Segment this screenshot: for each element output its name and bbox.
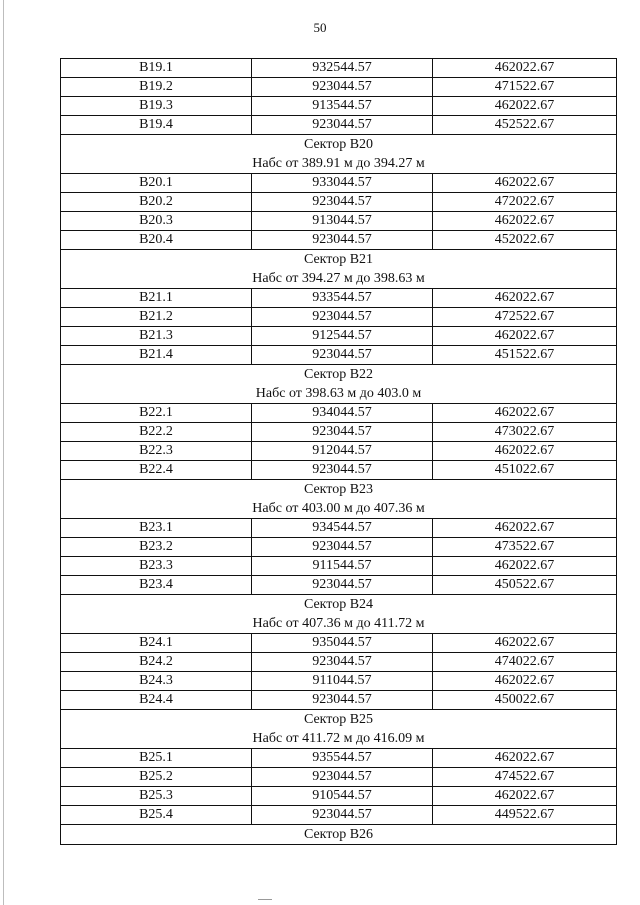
sector-title: Сектор B25 (303, 712, 374, 727)
point-id-cell: B25.3 (61, 787, 252, 806)
sector-header-row (61, 365, 617, 404)
coordinate-x-cell: 935544.57 (252, 749, 433, 768)
point-id-cell: B20.2 (61, 193, 252, 212)
coordinate-x-cell: 912044.57 (252, 442, 433, 461)
coordinate-x-cell: 933044.57 (252, 174, 433, 193)
table-row (61, 59, 617, 78)
table-row (61, 231, 617, 250)
table-row (61, 691, 617, 710)
coordinate-y-cell: 474522.67 (433, 768, 617, 787)
table-row (61, 576, 617, 595)
table-row (61, 174, 617, 193)
coordinate-y-cell: 449522.67 (433, 806, 617, 825)
sector-header-cell (61, 365, 617, 404)
coordinate-y-cell: 462022.67 (433, 519, 617, 538)
point-id-cell: B21.4 (61, 346, 252, 365)
sector-header-row (61, 480, 617, 519)
table-row (61, 116, 617, 135)
sector-height-range: Набс от 407.36 м до 411.72 м (252, 616, 425, 631)
coordinates-table (60, 58, 617, 845)
coordinate-x-cell: 923044.57 (252, 461, 433, 480)
point-id-cell: B21.1 (61, 289, 252, 308)
table-row (61, 672, 617, 691)
point-id-cell: B21.3 (61, 327, 252, 346)
coordinate-y-cell: 462022.67 (433, 442, 617, 461)
coordinate-y-cell: 474022.67 (433, 653, 617, 672)
point-id-cell: B25.2 (61, 768, 252, 787)
sector-height-range: Набс от 411.72 м до 416.09 м (252, 731, 425, 746)
sector-header-cell (61, 135, 617, 174)
table-row (61, 557, 617, 576)
coordinate-x-cell: 923044.57 (252, 231, 433, 250)
coordinate-x-cell: 923044.57 (252, 691, 433, 710)
coordinate-x-cell: 923044.57 (252, 78, 433, 97)
coordinate-y-cell: 462022.67 (433, 212, 617, 231)
sector-header-cell (61, 825, 617, 845)
coordinate-x-cell: 923044.57 (252, 193, 433, 212)
coordinate-y-cell: 472522.67 (433, 308, 617, 327)
coordinate-y-cell: 462022.67 (433, 97, 617, 116)
table-row (61, 461, 617, 480)
coordinate-x-cell: 923044.57 (252, 423, 433, 442)
coordinate-y-cell: 451522.67 (433, 346, 617, 365)
point-id-cell: B19.2 (61, 78, 252, 97)
table-row (61, 289, 617, 308)
coordinate-x-cell: 912544.57 (252, 327, 433, 346)
coordinate-y-cell: 452022.67 (433, 231, 617, 250)
bottom-mark (258, 899, 272, 900)
coordinate-x-cell: 934544.57 (252, 519, 433, 538)
coordinate-y-cell: 462022.67 (433, 404, 617, 423)
table-row (61, 653, 617, 672)
coordinate-x-cell: 910544.57 (252, 787, 433, 806)
point-id-cell: B22.4 (61, 461, 252, 480)
point-id-cell: B24.1 (61, 634, 252, 653)
table-row (61, 787, 617, 806)
point-id-cell: B23.2 (61, 538, 252, 557)
coordinate-y-cell: 462022.67 (433, 289, 617, 308)
coordinate-x-cell: 911044.57 (252, 672, 433, 691)
sector-title: Сектор B20 (303, 137, 374, 152)
coordinate-y-cell: 473022.67 (433, 423, 617, 442)
point-id-cell: B19.1 (61, 59, 252, 78)
sector-height-range: Набс от 403.00 м до 407.36 м (252, 501, 425, 516)
sector-header-cell (61, 480, 617, 519)
table-row (61, 97, 617, 116)
sector-title: Сектор B23 (303, 482, 374, 497)
point-id-cell: B22.1 (61, 404, 252, 423)
coordinate-y-cell: 462022.67 (433, 787, 617, 806)
coordinate-x-cell: 913544.57 (252, 97, 433, 116)
coordinate-x-cell: 923044.57 (252, 538, 433, 557)
table-row (61, 423, 617, 442)
sector-height-range: Набс от 394.27 м до 398.63 м (252, 271, 425, 286)
table-row (61, 308, 617, 327)
coordinate-x-cell: 935044.57 (252, 634, 433, 653)
page-number: 50 (313, 20, 327, 35)
coordinate-x-cell: 934044.57 (252, 404, 433, 423)
coordinate-y-cell: 452522.67 (433, 116, 617, 135)
coordinate-y-cell: 462022.67 (433, 327, 617, 346)
coordinate-y-cell: 451022.67 (433, 461, 617, 480)
coordinate-y-cell: 462022.67 (433, 749, 617, 768)
table-row (61, 327, 617, 346)
table-row (61, 538, 617, 557)
table-row (61, 519, 617, 538)
point-id-cell: B20.1 (61, 174, 252, 193)
sector-title: Сектор B26 (303, 827, 374, 842)
point-id-cell: B23.3 (61, 557, 252, 576)
sector-header-row (61, 135, 617, 174)
sector-height-range: Набс от 398.63 м до 403.0 м (255, 386, 422, 401)
coordinate-y-cell: 473522.67 (433, 538, 617, 557)
coordinate-x-cell: 932544.57 (252, 59, 433, 78)
coordinate-y-cell: 450022.67 (433, 691, 617, 710)
table-row (61, 768, 617, 787)
point-id-cell: B20.3 (61, 212, 252, 231)
point-id-cell: B24.4 (61, 691, 252, 710)
coordinate-x-cell: 913044.57 (252, 212, 433, 231)
table-row (61, 212, 617, 231)
sector-height-range: Набс от 389.91 м до 394.27 м (252, 156, 425, 171)
coordinates-table-body (61, 59, 617, 845)
table-row (61, 749, 617, 768)
table-row (61, 404, 617, 423)
coordinate-x-cell: 923044.57 (252, 806, 433, 825)
coordinate-x-cell: 923044.57 (252, 346, 433, 365)
table-row (61, 346, 617, 365)
coordinate-x-cell: 923044.57 (252, 768, 433, 787)
point-id-cell: B22.2 (61, 423, 252, 442)
point-id-cell: B21.2 (61, 308, 252, 327)
sector-title: Сектор B21 (303, 252, 374, 267)
sector-header-row (61, 710, 617, 749)
point-id-cell: B25.4 (61, 806, 252, 825)
point-id-cell: B24.3 (61, 672, 252, 691)
point-id-cell: B20.4 (61, 231, 252, 250)
table-row (61, 78, 617, 97)
point-id-cell: B25.1 (61, 749, 252, 768)
table-row (61, 442, 617, 461)
point-id-cell: B23.4 (61, 576, 252, 595)
coordinate-y-cell: 462022.67 (433, 59, 617, 78)
point-id-cell: B24.2 (61, 653, 252, 672)
coordinate-x-cell: 933544.57 (252, 289, 433, 308)
coordinate-x-cell: 923044.57 (252, 116, 433, 135)
sector-header-cell (61, 710, 617, 749)
coordinate-y-cell: 462022.67 (433, 174, 617, 193)
coordinate-y-cell: 462022.67 (433, 634, 617, 653)
point-id-cell: B19.3 (61, 97, 252, 116)
sector-title: Сектор B22 (303, 367, 374, 382)
table-row (61, 806, 617, 825)
coordinate-y-cell: 462022.67 (433, 557, 617, 576)
sector-title: Сектор B24 (303, 597, 374, 612)
coordinate-x-cell: 923044.57 (252, 308, 433, 327)
point-id-cell: B23.1 (61, 519, 252, 538)
sector-header-row (61, 595, 617, 634)
page-edge (3, 0, 4, 905)
coordinate-y-cell: 471522.67 (433, 78, 617, 97)
point-id-cell: B22.3 (61, 442, 252, 461)
table-row (61, 634, 617, 653)
coordinate-y-cell: 462022.67 (433, 672, 617, 691)
sector-header-row (61, 825, 617, 845)
sector-header-cell (61, 595, 617, 634)
coordinate-x-cell: 923044.57 (252, 576, 433, 595)
coordinate-x-cell: 911544.57 (252, 557, 433, 576)
sector-header-cell (61, 250, 617, 289)
coordinate-y-cell: 472022.67 (433, 193, 617, 212)
coordinate-x-cell: 923044.57 (252, 653, 433, 672)
table-row (61, 193, 617, 212)
point-id-cell: B19.4 (61, 116, 252, 135)
coordinate-y-cell: 450522.67 (433, 576, 617, 595)
sector-header-row (61, 250, 617, 289)
